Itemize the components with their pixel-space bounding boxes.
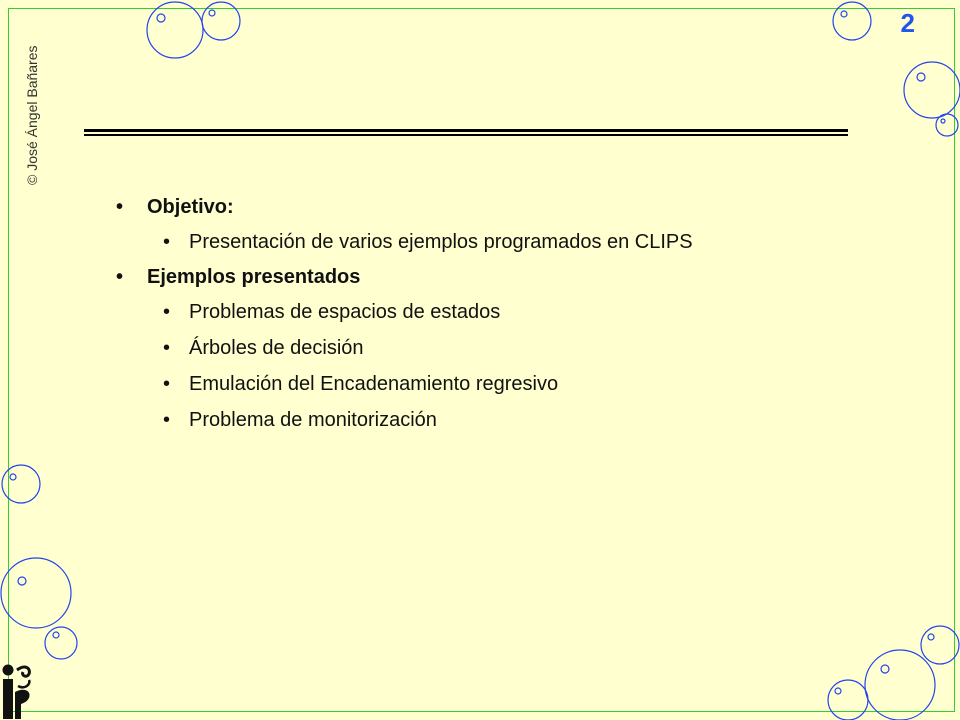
bullet-icon: •	[163, 231, 171, 253]
bubble	[835, 688, 841, 694]
bubble	[18, 577, 26, 585]
bubble	[917, 73, 925, 81]
list-item-text: Emulación del Encadenamiento regresivo	[189, 373, 559, 395]
list-item	[116, 294, 916, 330]
bubble	[904, 62, 960, 118]
bubble	[209, 10, 215, 16]
list-item-text: Problema de monitorización	[189, 409, 437, 431]
bubble	[833, 2, 871, 40]
bubble	[2, 465, 40, 503]
list-item	[116, 330, 916, 366]
section-heading: Objetivo:	[147, 196, 234, 218]
section-objetivo	[116, 190, 916, 224]
bubble	[928, 634, 934, 640]
bubble	[921, 626, 959, 664]
bullet-icon: •	[116, 266, 124, 288]
title-divider	[84, 129, 848, 138]
bubble	[941, 119, 945, 123]
institution-logo-icon	[1, 662, 37, 720]
list-item	[116, 224, 916, 260]
bubble	[881, 665, 889, 673]
bubble	[936, 114, 958, 136]
section-ejemplos	[116, 260, 916, 294]
bubble	[865, 650, 935, 720]
bullet-icon: •	[163, 409, 171, 431]
bullet-icon: •	[163, 373, 171, 395]
bubble	[157, 14, 165, 22]
bubble	[841, 11, 847, 17]
bubble	[10, 474, 16, 480]
bubble	[45, 627, 77, 659]
page-number: 2	[900, 8, 915, 38]
list-item	[116, 402, 916, 438]
list-item-text: Árboles de decisión	[189, 337, 364, 359]
bullet-icon: •	[163, 337, 171, 359]
bubble	[1, 558, 71, 628]
bullet-list	[116, 190, 916, 438]
bubble	[147, 2, 203, 58]
list-item-text: Problemas de espacios de estados	[189, 301, 501, 323]
bubble	[828, 680, 868, 720]
bullet-icon: •	[116, 196, 124, 218]
bubble	[202, 2, 240, 40]
section-heading: Ejemplos presentados	[147, 266, 361, 288]
list-item	[116, 366, 916, 402]
bubble	[53, 632, 59, 638]
copyright-text: © José Ángel Bañares	[24, 45, 40, 185]
bullet-icon: •	[163, 301, 171, 323]
list-item-text: Presentación de varios ejemplos programados en CLIPS	[189, 231, 693, 253]
